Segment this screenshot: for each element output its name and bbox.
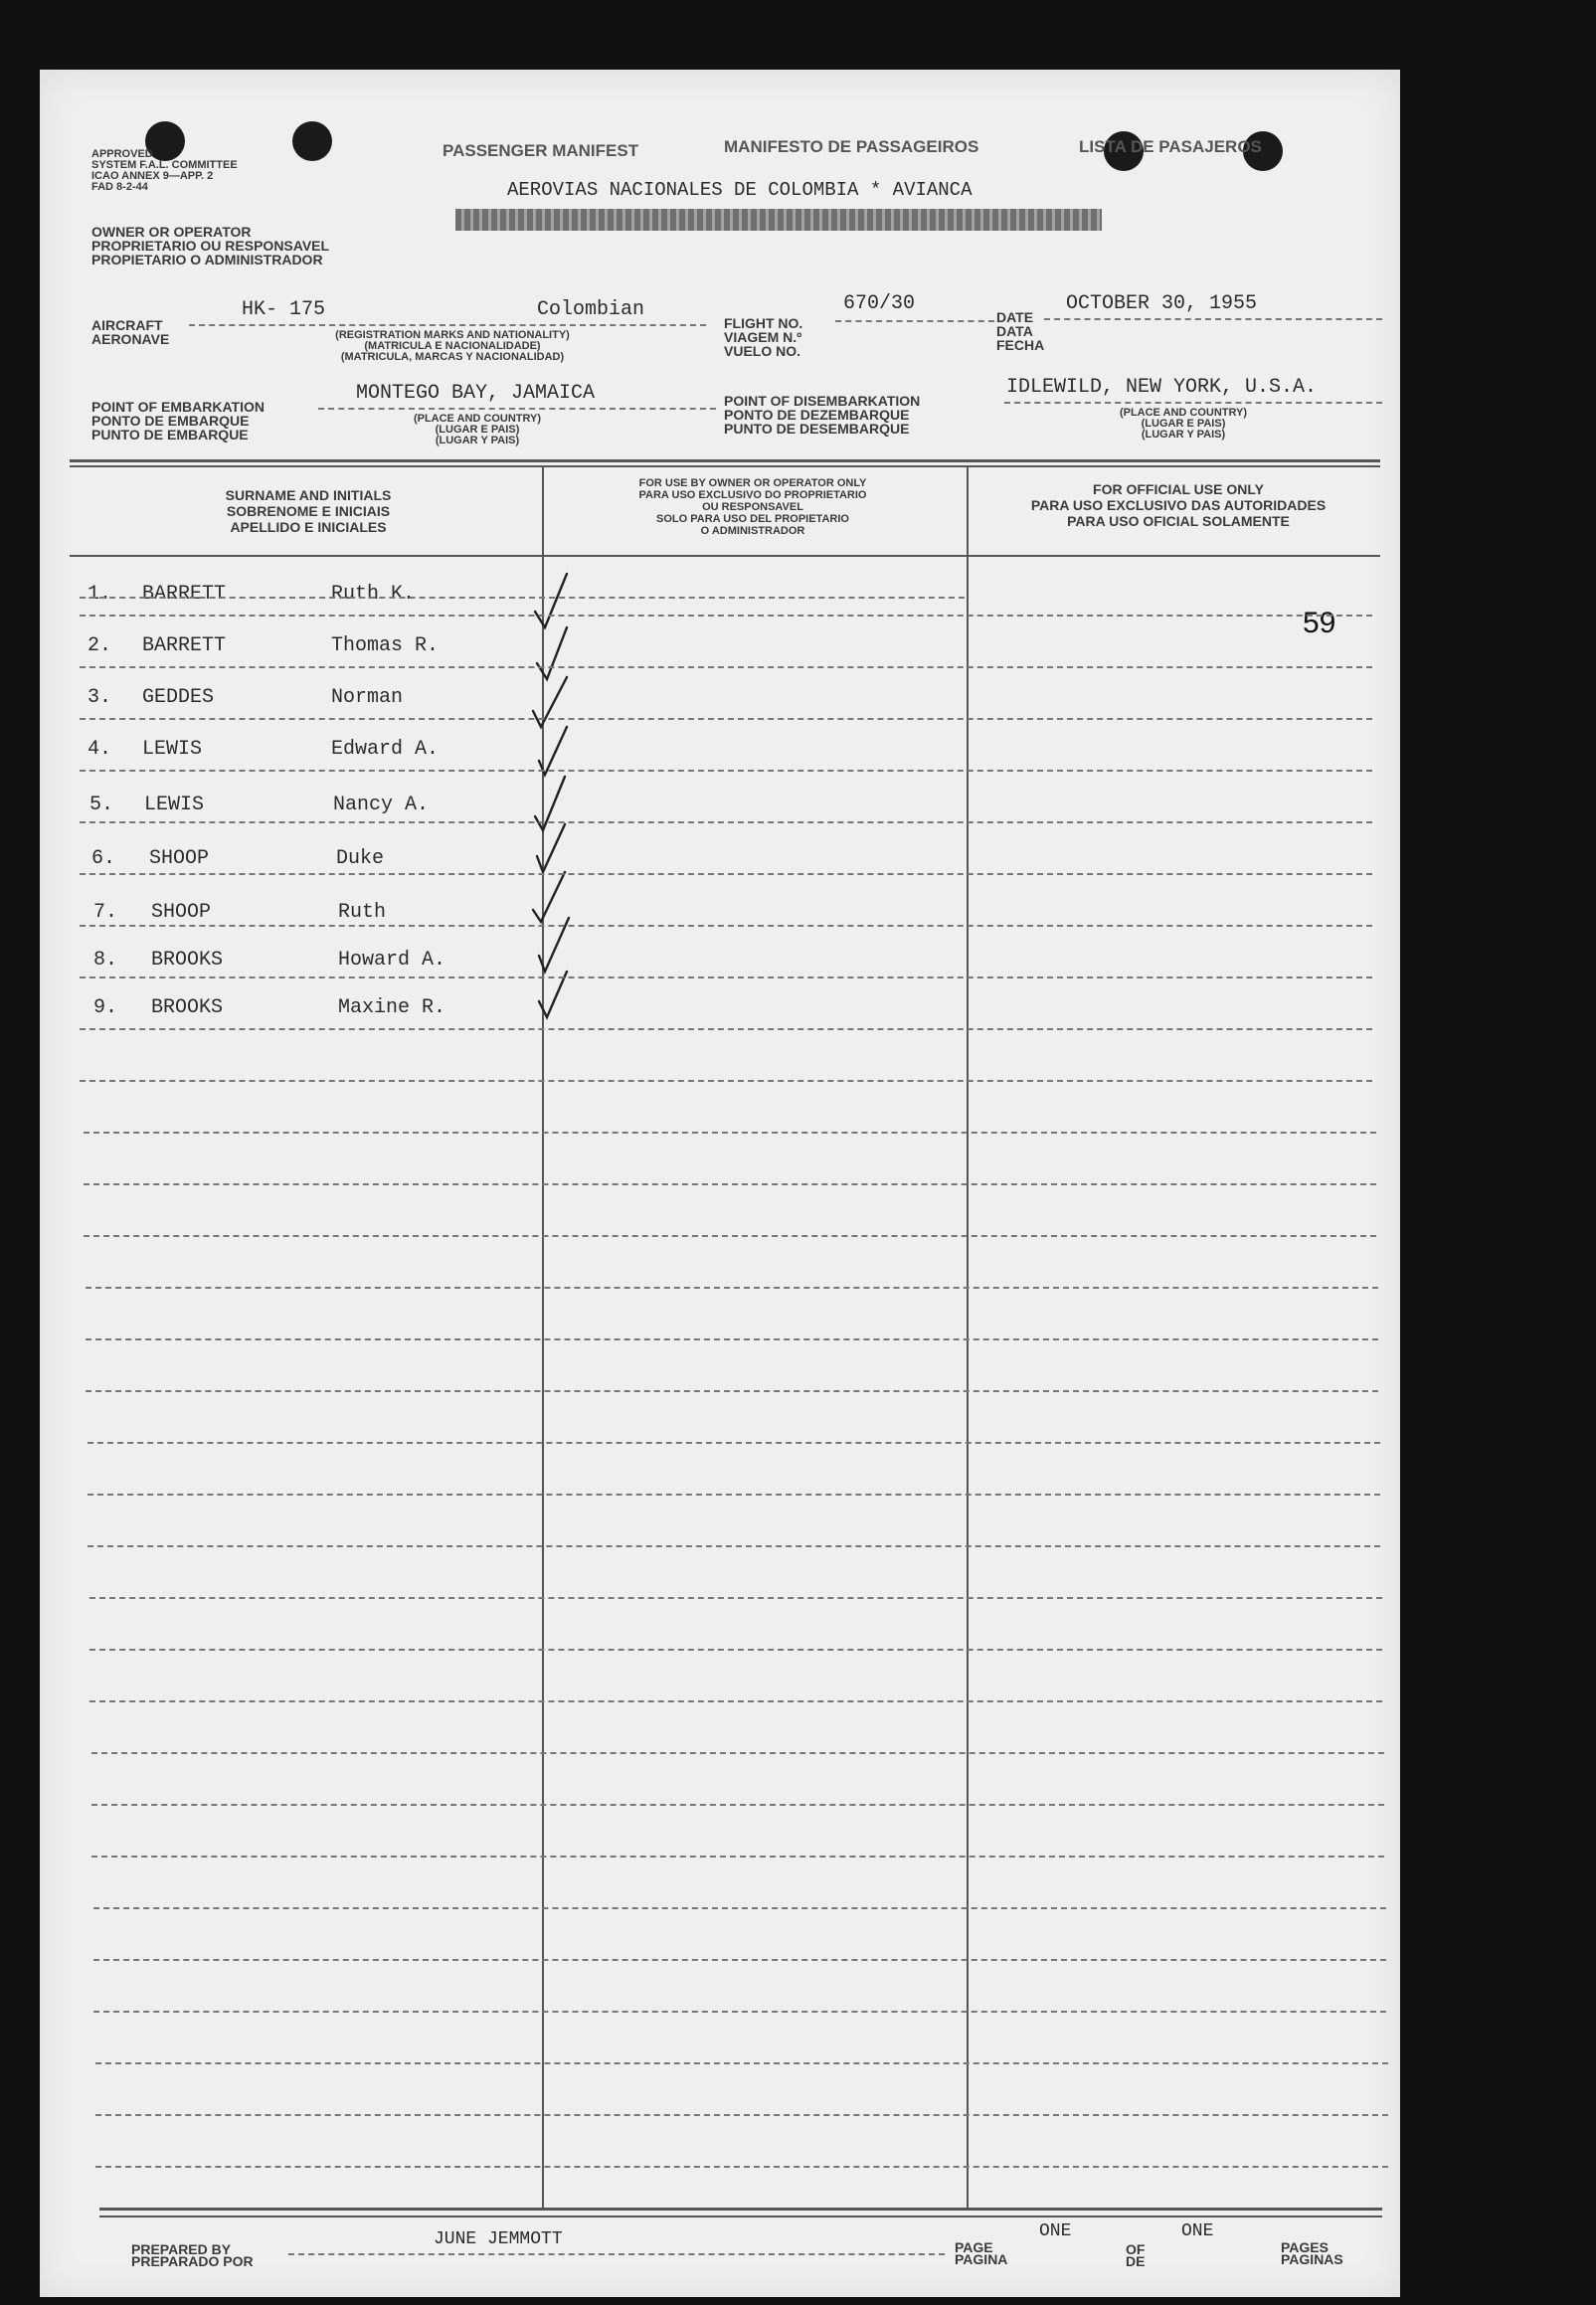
passenger-number: 4. xyxy=(88,738,112,761)
operator-name: AEROVIAS NACIONALES DE COLOMBIA * AVIANCA xyxy=(507,179,973,201)
page-label xyxy=(955,2241,1007,2265)
of-label-pt: DE xyxy=(1126,2253,1146,2269)
passenger-number: 8. xyxy=(93,949,118,972)
registration-note-pt: (MATRICULA E NACIONALIDADE) xyxy=(364,340,541,352)
place-note-pt: (LUGAR E PAIS) xyxy=(435,424,520,436)
column-header-operator xyxy=(549,477,957,537)
embark-label-pt: PONTO DE EMBARQUE xyxy=(91,413,250,429)
row-line xyxy=(80,666,1372,668)
passenger-surname: BROOKS xyxy=(151,996,224,1019)
place-note-es: (LUGAR Y PAIS) xyxy=(1141,429,1226,441)
row-line xyxy=(91,1856,1384,1858)
surname-header-es: APELLIDO E INICIALES xyxy=(230,519,387,535)
row-line xyxy=(88,1545,1380,1547)
list-item xyxy=(93,901,386,924)
column-divider-2 xyxy=(967,465,969,2208)
row-line xyxy=(80,597,965,599)
row-line xyxy=(95,2062,1388,2064)
passenger-surname: BARRETT xyxy=(142,634,227,657)
row-line xyxy=(80,770,1372,772)
manifest-sheet xyxy=(40,70,1400,2297)
pages-label xyxy=(1281,2241,1343,2265)
passenger-surname: GEDDES xyxy=(142,686,215,709)
passenger-given-name: Edward A. xyxy=(331,738,440,761)
row-line xyxy=(80,615,1372,617)
table-bottom-rule-2 xyxy=(99,2216,1382,2217)
of-label-en: OF xyxy=(1126,2241,1146,2257)
title-spanish: LISTA DE PASAJEROS xyxy=(1079,137,1262,156)
operator-header-3: OU RESPONSAVEL xyxy=(702,501,803,513)
row-line xyxy=(95,2166,1388,2168)
row-line xyxy=(95,2114,1388,2116)
disembark-label-pt: PONTO DE DEZEMBARQUE xyxy=(724,407,910,423)
place-note-pt: (LUGAR E PAIS) xyxy=(1141,418,1226,430)
list-item xyxy=(88,738,439,761)
row-line xyxy=(86,1338,1378,1340)
check-mark-icon xyxy=(537,627,567,679)
check-marks xyxy=(527,562,597,1079)
embark-label-es: PUNTO DE EMBARQUE xyxy=(91,427,249,443)
date-label-pt: DATA xyxy=(996,323,1033,339)
approval-line: SYSTEM F.A.L. COMMITTEE xyxy=(91,159,238,171)
row-line xyxy=(86,1390,1378,1392)
row-line xyxy=(93,2011,1386,2013)
struck-operator-line xyxy=(455,209,1102,231)
row-line xyxy=(84,1235,1376,1237)
official-header-es: PARA USO OFICIAL SOLAMENTE xyxy=(1067,513,1290,529)
row-line xyxy=(89,1700,1382,1702)
row-line xyxy=(86,1287,1378,1289)
prepared-underline xyxy=(288,2253,945,2255)
row-line xyxy=(80,976,1372,978)
approval-line: FAD 8-2-44 xyxy=(91,181,148,193)
column-header-surname xyxy=(99,487,517,535)
flight-label-pt: VIAGEM N.º xyxy=(724,329,802,345)
passenger-surname: BARRETT xyxy=(142,583,227,606)
punch-hole-2 xyxy=(292,121,332,161)
row-line xyxy=(88,1494,1380,1496)
embarkation-point: MONTEGO BAY, JAMAICA xyxy=(356,382,596,405)
row-line xyxy=(93,1907,1386,1909)
passenger-number: 9. xyxy=(93,996,118,1019)
aircraft-label-en: AIRCRAFT xyxy=(91,317,163,333)
embark-label-en: POINT OF EMBARKATION xyxy=(91,399,265,415)
date-underline xyxy=(1044,318,1382,320)
table-bottom-rule xyxy=(99,2208,1382,2211)
passenger-surname: SHOOP xyxy=(151,901,212,924)
registration-note xyxy=(283,330,621,363)
list-item xyxy=(88,634,439,657)
list-item xyxy=(93,996,445,1019)
row-line xyxy=(88,1442,1380,1444)
place-note-es: (LUGAR Y PAIS) xyxy=(435,435,520,446)
embark-underline xyxy=(318,408,716,410)
embark-label xyxy=(91,400,265,442)
date-label xyxy=(996,310,1044,352)
aircraft-label-pt: AERONAVE xyxy=(91,331,170,347)
operator-header-2: PARA USO EXCLUSIVO DO PROPRIETARIO xyxy=(638,489,867,501)
row-line xyxy=(89,1649,1382,1651)
disembark-label xyxy=(724,394,920,436)
title-portuguese: MANIFESTO DE PASSAGEIROS xyxy=(724,137,979,156)
flight-number: 670/30 xyxy=(843,292,916,315)
passenger-number: 7. xyxy=(93,901,118,924)
row-line xyxy=(80,873,1372,875)
prepared-by-label xyxy=(131,2243,254,2267)
operator-header-1: FOR USE BY OWNER OR OPERATOR ONLY xyxy=(638,477,867,489)
flight-label xyxy=(724,316,802,358)
passenger-number: 2. xyxy=(88,634,112,657)
list-item xyxy=(89,794,429,816)
passenger-number: 1. xyxy=(88,583,112,606)
page-label-en: PAGE xyxy=(955,2239,993,2255)
page-label-pt: PAGINA xyxy=(955,2251,1008,2267)
passenger-given-name: Maxine R. xyxy=(338,996,446,1019)
passenger-surname: SHOOP xyxy=(149,847,210,870)
check-mark-icon xyxy=(537,824,565,872)
check-mark-icon xyxy=(533,872,565,922)
title-english: PASSENGER MANIFEST xyxy=(443,141,639,160)
prepared-label-pt: PREPARADO POR xyxy=(131,2253,254,2269)
table-header-bottom-rule xyxy=(70,555,1380,557)
passenger-surname: LEWIS xyxy=(142,738,203,761)
passenger-number: 5. xyxy=(89,794,114,816)
disembarkation-point: IDLEWILD, NEW YORK, U.S.A. xyxy=(1006,376,1318,399)
surname-header-en: SURNAME AND INITIALS xyxy=(225,487,392,503)
passenger-given-name: Ruth K. xyxy=(331,583,416,606)
aircraft-label xyxy=(91,318,169,346)
list-item xyxy=(91,847,384,870)
passenger-given-name: Ruth xyxy=(338,901,387,924)
approval-line: ICAO ANNEX 9—APP. 2 xyxy=(91,170,214,182)
passenger-given-name: Norman xyxy=(331,686,404,709)
operator-header-5: O ADMINISTRADOR xyxy=(700,525,805,537)
row-line xyxy=(80,1080,1372,1082)
passenger-number: 3. xyxy=(88,686,112,709)
table-top-rule-2 xyxy=(70,465,1380,467)
aircraft-underline xyxy=(189,324,706,326)
place-note-en: (PLACE AND COUNTRY) xyxy=(413,413,542,425)
row-line xyxy=(89,1597,1382,1599)
flight-date: OCTOBER 30, 1955 xyxy=(1066,292,1258,315)
place-note-en: (PLACE AND COUNTRY) xyxy=(1119,407,1248,419)
row-line xyxy=(84,1132,1376,1134)
official-header-en: FOR OFFICIAL USE ONLY xyxy=(1093,481,1264,497)
check-mark-icon xyxy=(539,727,567,775)
disembark-underline xyxy=(1004,402,1382,404)
passenger-given-name: Duke xyxy=(336,847,385,870)
row-line xyxy=(84,1183,1376,1185)
row-line xyxy=(80,1028,1372,1030)
list-item xyxy=(93,949,445,972)
embark-place-note xyxy=(378,414,577,446)
passenger-surname: LEWIS xyxy=(144,794,205,816)
owner-label-en: OWNER OR OPERATOR xyxy=(91,224,252,240)
owner-label-pt: PROPRIETARIO OU RESPONSAVEL xyxy=(91,238,330,254)
flight-label-en: FLIGHT NO. xyxy=(724,315,803,331)
pages-label-en: PAGES xyxy=(1281,2239,1329,2255)
passenger-number: 6. xyxy=(91,847,116,870)
date-label-en: DATE xyxy=(996,309,1034,325)
table-top-rule xyxy=(70,459,1380,462)
aircraft-registration: HK- 175 xyxy=(242,298,326,321)
prepared-label-en: PREPARED BY xyxy=(131,2241,232,2257)
row-line xyxy=(80,925,1372,927)
check-mark-icon xyxy=(535,574,567,627)
flight-label-es: VUELO NO. xyxy=(724,343,801,359)
passenger-surname: BROOKS xyxy=(151,949,224,972)
total-pages: ONE xyxy=(1181,2221,1214,2241)
of-label xyxy=(1126,2243,1145,2267)
surname-header-pt: SOBRENOME E INICIAIS xyxy=(226,503,391,519)
disembark-label-en: POINT OF DISEMBARKATION xyxy=(724,393,921,409)
row-line xyxy=(80,821,1372,823)
approval-block xyxy=(91,149,238,193)
list-item xyxy=(88,686,403,709)
flight-underline xyxy=(835,320,994,322)
owner-label-es: PROPIETARIO O ADMINISTRADOR xyxy=(91,252,323,267)
passenger-given-name: Thomas R. xyxy=(331,634,440,657)
prepared-by-name: JUNE JEMMOTT xyxy=(434,2229,563,2249)
date-label-es: FECHA xyxy=(996,337,1045,353)
owner-label xyxy=(91,225,329,266)
disembark-place-note xyxy=(1084,408,1283,441)
passenger-given-name: Howard A. xyxy=(338,949,446,972)
official-number: 59 xyxy=(1303,607,1336,639)
disembark-label-es: PUNTO DE DESEMBARQUE xyxy=(724,421,910,437)
row-line xyxy=(91,1804,1384,1806)
row-line xyxy=(91,1752,1384,1754)
row-line xyxy=(93,1959,1386,1961)
row-line xyxy=(80,718,1372,720)
column-header-official xyxy=(975,481,1382,529)
approval-line: APPROVED xyxy=(91,148,153,160)
list-item xyxy=(88,583,415,606)
aircraft-nationality: Colombian xyxy=(537,298,645,321)
official-header-pt: PARA USO EXCLUSIVO DAS AUTORIDADES xyxy=(1030,497,1327,513)
pages-label-pt: PAGINAS xyxy=(1281,2251,1343,2267)
registration-note-en: (REGISTRATION MARKS AND NATIONALITY) xyxy=(335,329,570,341)
page-number: ONE xyxy=(1039,2221,1072,2241)
operator-header-4: SOLO PARA USO DEL PROPIETARIO xyxy=(656,513,849,525)
passenger-given-name: Nancy A. xyxy=(333,794,430,816)
registration-note-es: (MATRICULA, MARCAS Y NACIONALIDAD) xyxy=(340,351,565,363)
